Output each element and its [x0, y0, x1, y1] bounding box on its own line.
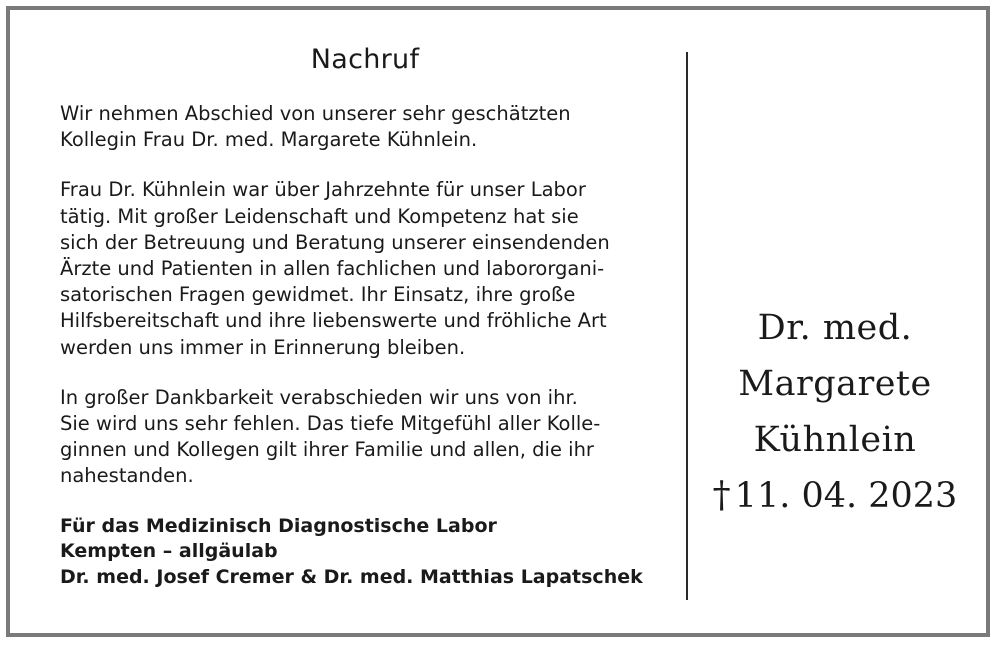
paragraph-farewell: Wir nehmen Abschied von unserer sehr geschätzten Kollegin Frau Dr. med. Margarete Kühnlein. [60, 102, 571, 152]
death-date-line [690, 468, 980, 524]
name-title: Dr. med. [757, 308, 913, 348]
notice-text-column [60, 44, 670, 590]
vertical-divider [686, 52, 688, 600]
paragraph-condolence: In großer Dankbarkeit verabschieden wir uns von ihr. Sie wird uns sehr fehlen. Das tiefe Mitgefühl aller Kolle- ginnen und Kollegen gilt ihrer Familie und allen, die ihr nahestanden. [60, 385, 601, 488]
name-last: Kühnlein [753, 420, 917, 460]
death-date: 11. 04. 2023 [734, 476, 958, 516]
deceased-name-block [690, 300, 980, 524]
name-first: Margarete [738, 364, 932, 404]
signature-block: Für das Medizinisch Diagnostische Labor Kempten – allgäulab Dr. med. Josef Cremer & Dr. med. Matthias Lapatschek [60, 514, 643, 588]
cross-icon: † [712, 475, 731, 516]
paragraph-tribute: Frau Dr. Kühnlein war über Jahrzehnte für unser Labor tätig. Mit großer Leidenschaft und Kompetenz hat sie sich der Betreuung und Beratung unserer einsendenden Ärzte und Patienten in allen fachlichen und labororgani- satorischen Fragen gewidmet. Ihr Einsatz, ihre große Hilfsbereitschaft und ihre liebenswerte und fröhliche Art werden uns immer in Erinnerung bleiben. [60, 178, 610, 359]
notice-heading: Nachruf [310, 44, 420, 75]
